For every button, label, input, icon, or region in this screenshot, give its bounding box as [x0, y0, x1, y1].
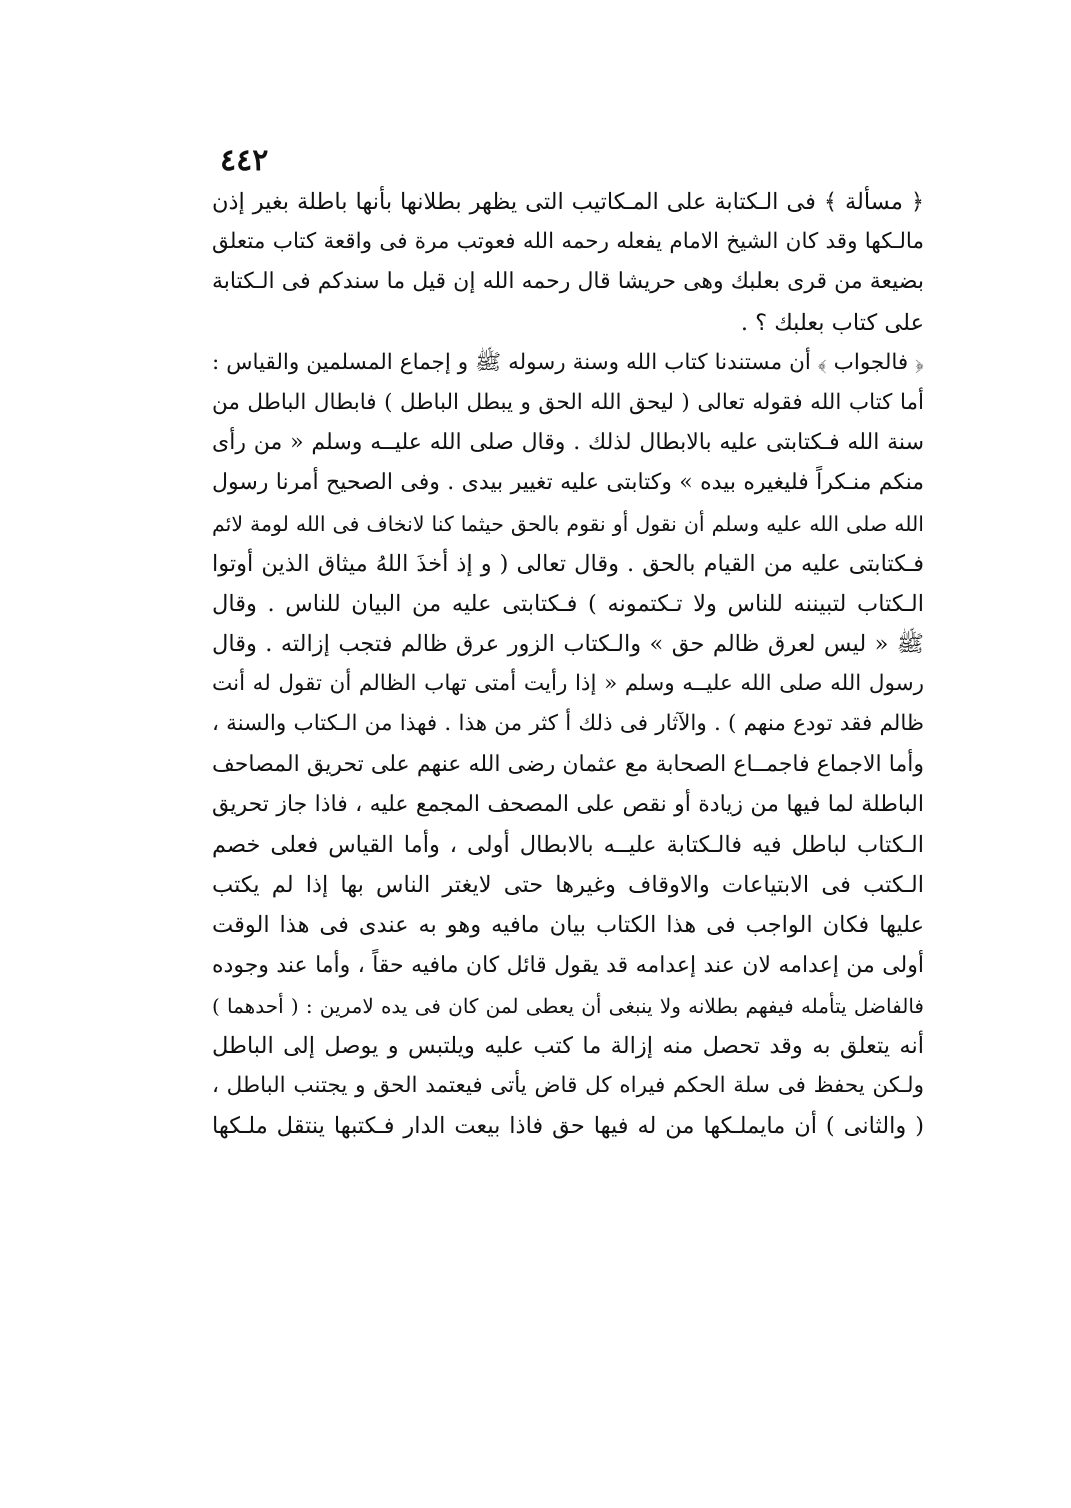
text-line: ظالم فقد تودع منهم ) . والآثار فى ذلك أ كثر من هذا . فهذا من الـكتاب والسنة ، [212, 711, 924, 737]
text-line: فـكتابتى عليه من القيام بالحق . وقال تعالى ( و إذ أخذَ اللهُ ميثاق الذين أوتوا [212, 550, 924, 577]
page-number: ٤٤٢ [220, 143, 269, 178]
text-line: الـكتاب لباطل فيه فالـكتابة عليــه بالابطال أولى ، وأما القياس فعلى خصم [212, 832, 924, 858]
text-line: مالـكها وقد كان الشيخ الامام يفعله رحمه الله فعوتب مرة فى واقعة كتاب متعلق [212, 229, 924, 255]
text-line: أولى من إعدامه لان عند إعدامه قد يقول قائل كان مافيه حقاً ، وأما عند وجوده [212, 952, 924, 978]
text-line: بضيعة من قرى بعلبك وهى حريشا قال رحمه الله إن قيل ما سندكم فى الـكتابة [212, 269, 924, 295]
text-line: على كتاب بعلبك ؟ . [740, 309, 924, 336]
text-line: ولـكن يحفظ فى سلة الحكم فيراه كل قاض يأتى فيعتمد الحق و يجتنب الباطل ، [212, 1073, 924, 1099]
text-line: منكم منـكراً فليغيره بيده » وكتابتى عليه تغيير بيدى . وفى الصحيح أمرنا رسول [212, 470, 924, 496]
text-line: الله صلى الله عليه وسلم أن نقول أو نقوم بالحق حيثما كنا لانخاف فى الله لومة لائم [212, 511, 924, 536]
text-line: الـكتب فى الابتياعات والاوقاف وغيرها حتى لايغتر الناس بها إذا لم يكتب [212, 872, 924, 899]
text-line: ﷺ « ليس لعرق ظالم حق » والـكتاب الزور عرق ظالم فتجب إزالته . وقال [212, 631, 924, 658]
text-line: ﴿ فالجواب ﴾ أن مستندنا كتاب الله وسنة رسوله ﷺ و إجماع المسلمين والقياس : [212, 349, 924, 375]
body-text [212, 182, 924, 1147]
text-line: رسول الله صلى الله عليــه وسلم « إذا رأيت أمتى تهاب الظالم أن تقول له أنت [212, 671, 924, 697]
text-line: عليها فكان الواجب فى هذا الكتاب بيان مافيه وهو به عندى فى هذا الوقت [212, 912, 924, 939]
text-line: أنه يتعلق به وقد تحصل منه إزالة ما كتب عليه ويلتبس و يوصل إلى الباطل [212, 1032, 924, 1059]
text-line: فالفاضل يتأمله فيفهم بطلانه ولا ينبغى أن يعطى لمن كان فى يده لامرين : ( أحدهما ) [212, 993, 924, 1018]
text-line: ( والثانى ) أن مايملـكها من له فيها حق فاذا بيعت الدار فـكتبها ينتقل ملـكها [212, 1113, 924, 1140]
text-line: أما كتاب الله فقوله تعالى ( ليحق الله الحق و يبطل الباطل ) فابطال الباطل من [212, 389, 924, 415]
text-line: ﴿ مسألة ﴾ فى الـكتابة على المـكاتيب التى يظهر بطلانها بأنها باطلة بغير إذن [212, 189, 924, 215]
text-line: الباطلة لما فيها من زيادة أو نقص على المصحف المجمع عليه ، فاذا جاز تحريق [212, 791, 924, 817]
text-line: وأما الاجماع فاجمــاع الصحابة مع عثمان رضى الله عنهم على تحريق المصاحف [212, 751, 924, 777]
text-line: سنة الله فـكتابتى عليه بالابطال لذلك . وقال صلى الله عليــه وسلم « من رأى [212, 430, 924, 456]
text-line: الـكتاب لتبيننه للناس ولا تـكتمونه ) فـكتابتى عليه من البيان للناس . وقال [212, 590, 924, 617]
